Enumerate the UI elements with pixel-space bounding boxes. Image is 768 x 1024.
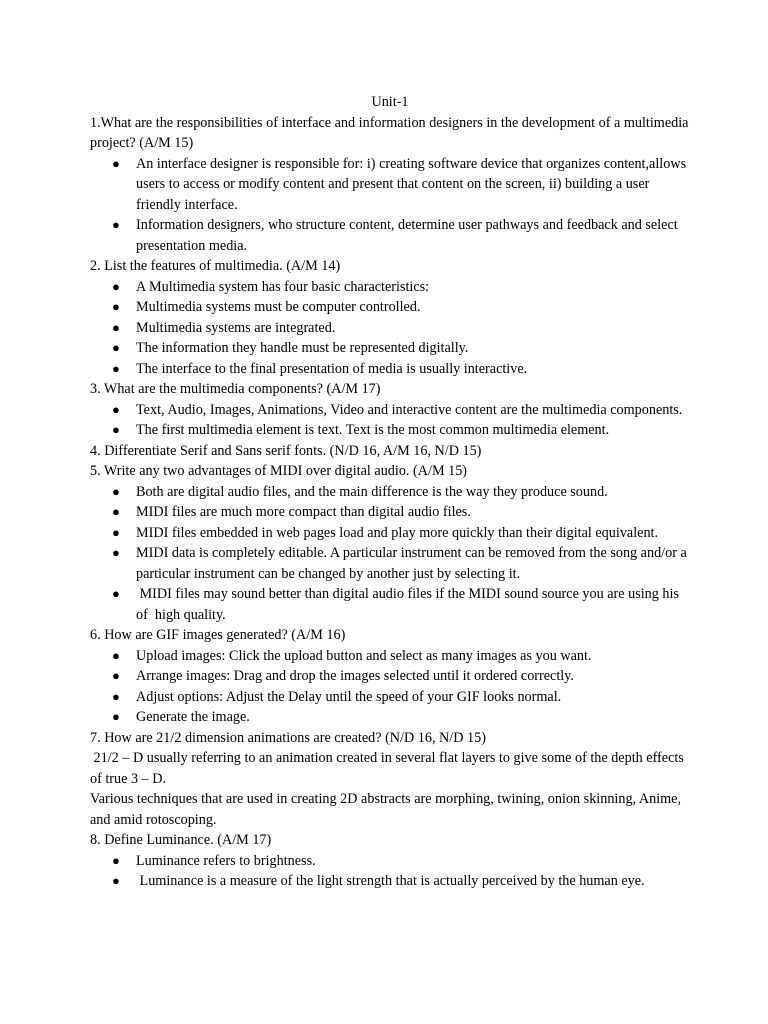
bullet-icon: ● (112, 319, 120, 335)
document-page (90, 92, 690, 892)
bullet-icon: ● (112, 217, 120, 232)
page-title: Unit-1 (371, 94, 409, 110)
list-item: ● Multimedia systems must be computer controlled. (90, 297, 690, 318)
answer-list (90, 482, 690, 626)
list-item: ● Adjust options: Adjust the Delay until the speed of your GIF looks normal. (90, 687, 690, 708)
answer-paragraph: 21/2 – D usually referring to an animation created in several flat layers to give some of the depth effects of true 3 – D. (90, 750, 688, 787)
answer-list (90, 154, 690, 257)
list-item: ● The information they handle must be represented digitally. (90, 338, 690, 359)
question-text: 1.What are the responsibilities of interface and information designers in the development of a multimedia project? (A/M 15) (90, 114, 689, 151)
question-block-7 (90, 728, 690, 831)
bullet-icon: ● (112, 504, 120, 519)
list-item: ● The first multimedia element is text. Text is the most common multimedia element. (90, 420, 690, 441)
list-item: ● Arrange images: Drag and drop the images selected until it ordered correctly. (90, 666, 690, 687)
question-block-5 (90, 461, 690, 625)
list-item: ● Luminance refers to brightness. (90, 851, 690, 872)
bullet-icon: ● (112, 668, 120, 683)
question-text: 4. Differentiate Serif and Sans serif fonts. (N/D 16, A/M 16, N/D 15) (90, 442, 482, 459)
question-block-8 (90, 830, 690, 892)
bullet-icon: ● (112, 545, 120, 560)
bullet-icon: ● (112, 709, 120, 724)
list-item: ● Luminance is a measure of the light strength that is actually perceived by the human eye. (90, 871, 690, 892)
list-item: ● MIDI files embedded in web pages load and play more quickly than their digital equivalent. (90, 523, 690, 544)
question-text: 8. Define Luminance. (A/M 17) (90, 832, 272, 848)
bullet-icon: ● (112, 278, 120, 294)
question-block-2 (90, 256, 690, 379)
bullet-icon: ● (112, 688, 120, 704)
bullet-icon: ● (112, 586, 120, 601)
list-item: ● MIDI files may sound better than digital audio files if the MIDI sound source you are using his of high quality. (112, 586, 683, 623)
bullet-icon: ● (112, 360, 120, 376)
answer-list (90, 277, 690, 380)
question-block-1 (90, 113, 690, 257)
bullet-icon: ● (112, 483, 120, 499)
question-text: 2. List the features of multimedia. (A/M 14) (90, 258, 341, 274)
question-text: 5. Write any two advantages of MIDI over digital audio. (A/M 15) (90, 463, 468, 479)
list-item: ● The interface to the final presentation of media is usually interactive. (90, 359, 690, 380)
answer-paragraph: Various techniques that are used in creating 2D abstracts are morphing, twining, onion skinning, Anime, and amid rotoscoping. (90, 791, 682, 828)
list-item: ● Both are digital audio files, and the main difference is the way they produce sound. (90, 482, 690, 503)
answer-list (90, 851, 690, 892)
list-item: ● MIDI files are much more compact than digital audio files. (90, 502, 690, 523)
question-text: 7. How are 21/2 dimension animations are created? (N/D 16, N/D 15) (90, 729, 486, 746)
list-item: ● Information designers, who structure content, determine user pathways and feedback and select presentation media. (112, 217, 678, 254)
bullet-icon: ● (112, 852, 120, 868)
bullet-icon: ● (112, 299, 120, 314)
bullet-icon: ● (112, 524, 120, 540)
answer-list (90, 646, 690, 728)
question-text: 6. How are GIF images generated? (A/M 16) (90, 627, 346, 643)
list-item: ● Multimedia systems are integrated. (90, 318, 690, 339)
list-item: ● Generate the image. (90, 707, 690, 728)
bullet-icon: ● (112, 340, 120, 355)
question-text: 3. What are the multimedia components? (A/M 17) (90, 381, 381, 397)
list-item: ● Text, Audio, Images, Animations, Video and interactive content are the multimedia components. (90, 400, 690, 421)
list-item: ● Upload images: Click the upload button and select as many images as you want. (90, 646, 690, 667)
bullet-icon: ● (112, 422, 120, 437)
question-block-3 (90, 379, 690, 441)
question-block-4 (90, 441, 690, 462)
list-item: ● MIDI data is completely editable. A particular instrument can be removed from the song and/or a particular instrument can be changed by another just by selecting it. (112, 545, 687, 582)
list-item: ● A Multimedia system has four basic characteristics: (90, 277, 690, 298)
list-item: ● An interface designer is responsible for: i) creating software device that organizes content,allows users to access or modify content and present that content on the screen, ii) building a user friendly interface. (112, 155, 687, 213)
answer-list (90, 400, 690, 441)
bullet-icon: ● (112, 873, 120, 888)
question-block-6 (90, 625, 690, 728)
bullet-icon: ● (112, 647, 120, 663)
bullet-icon: ● (112, 155, 120, 171)
bullet-icon: ● (112, 401, 120, 417)
